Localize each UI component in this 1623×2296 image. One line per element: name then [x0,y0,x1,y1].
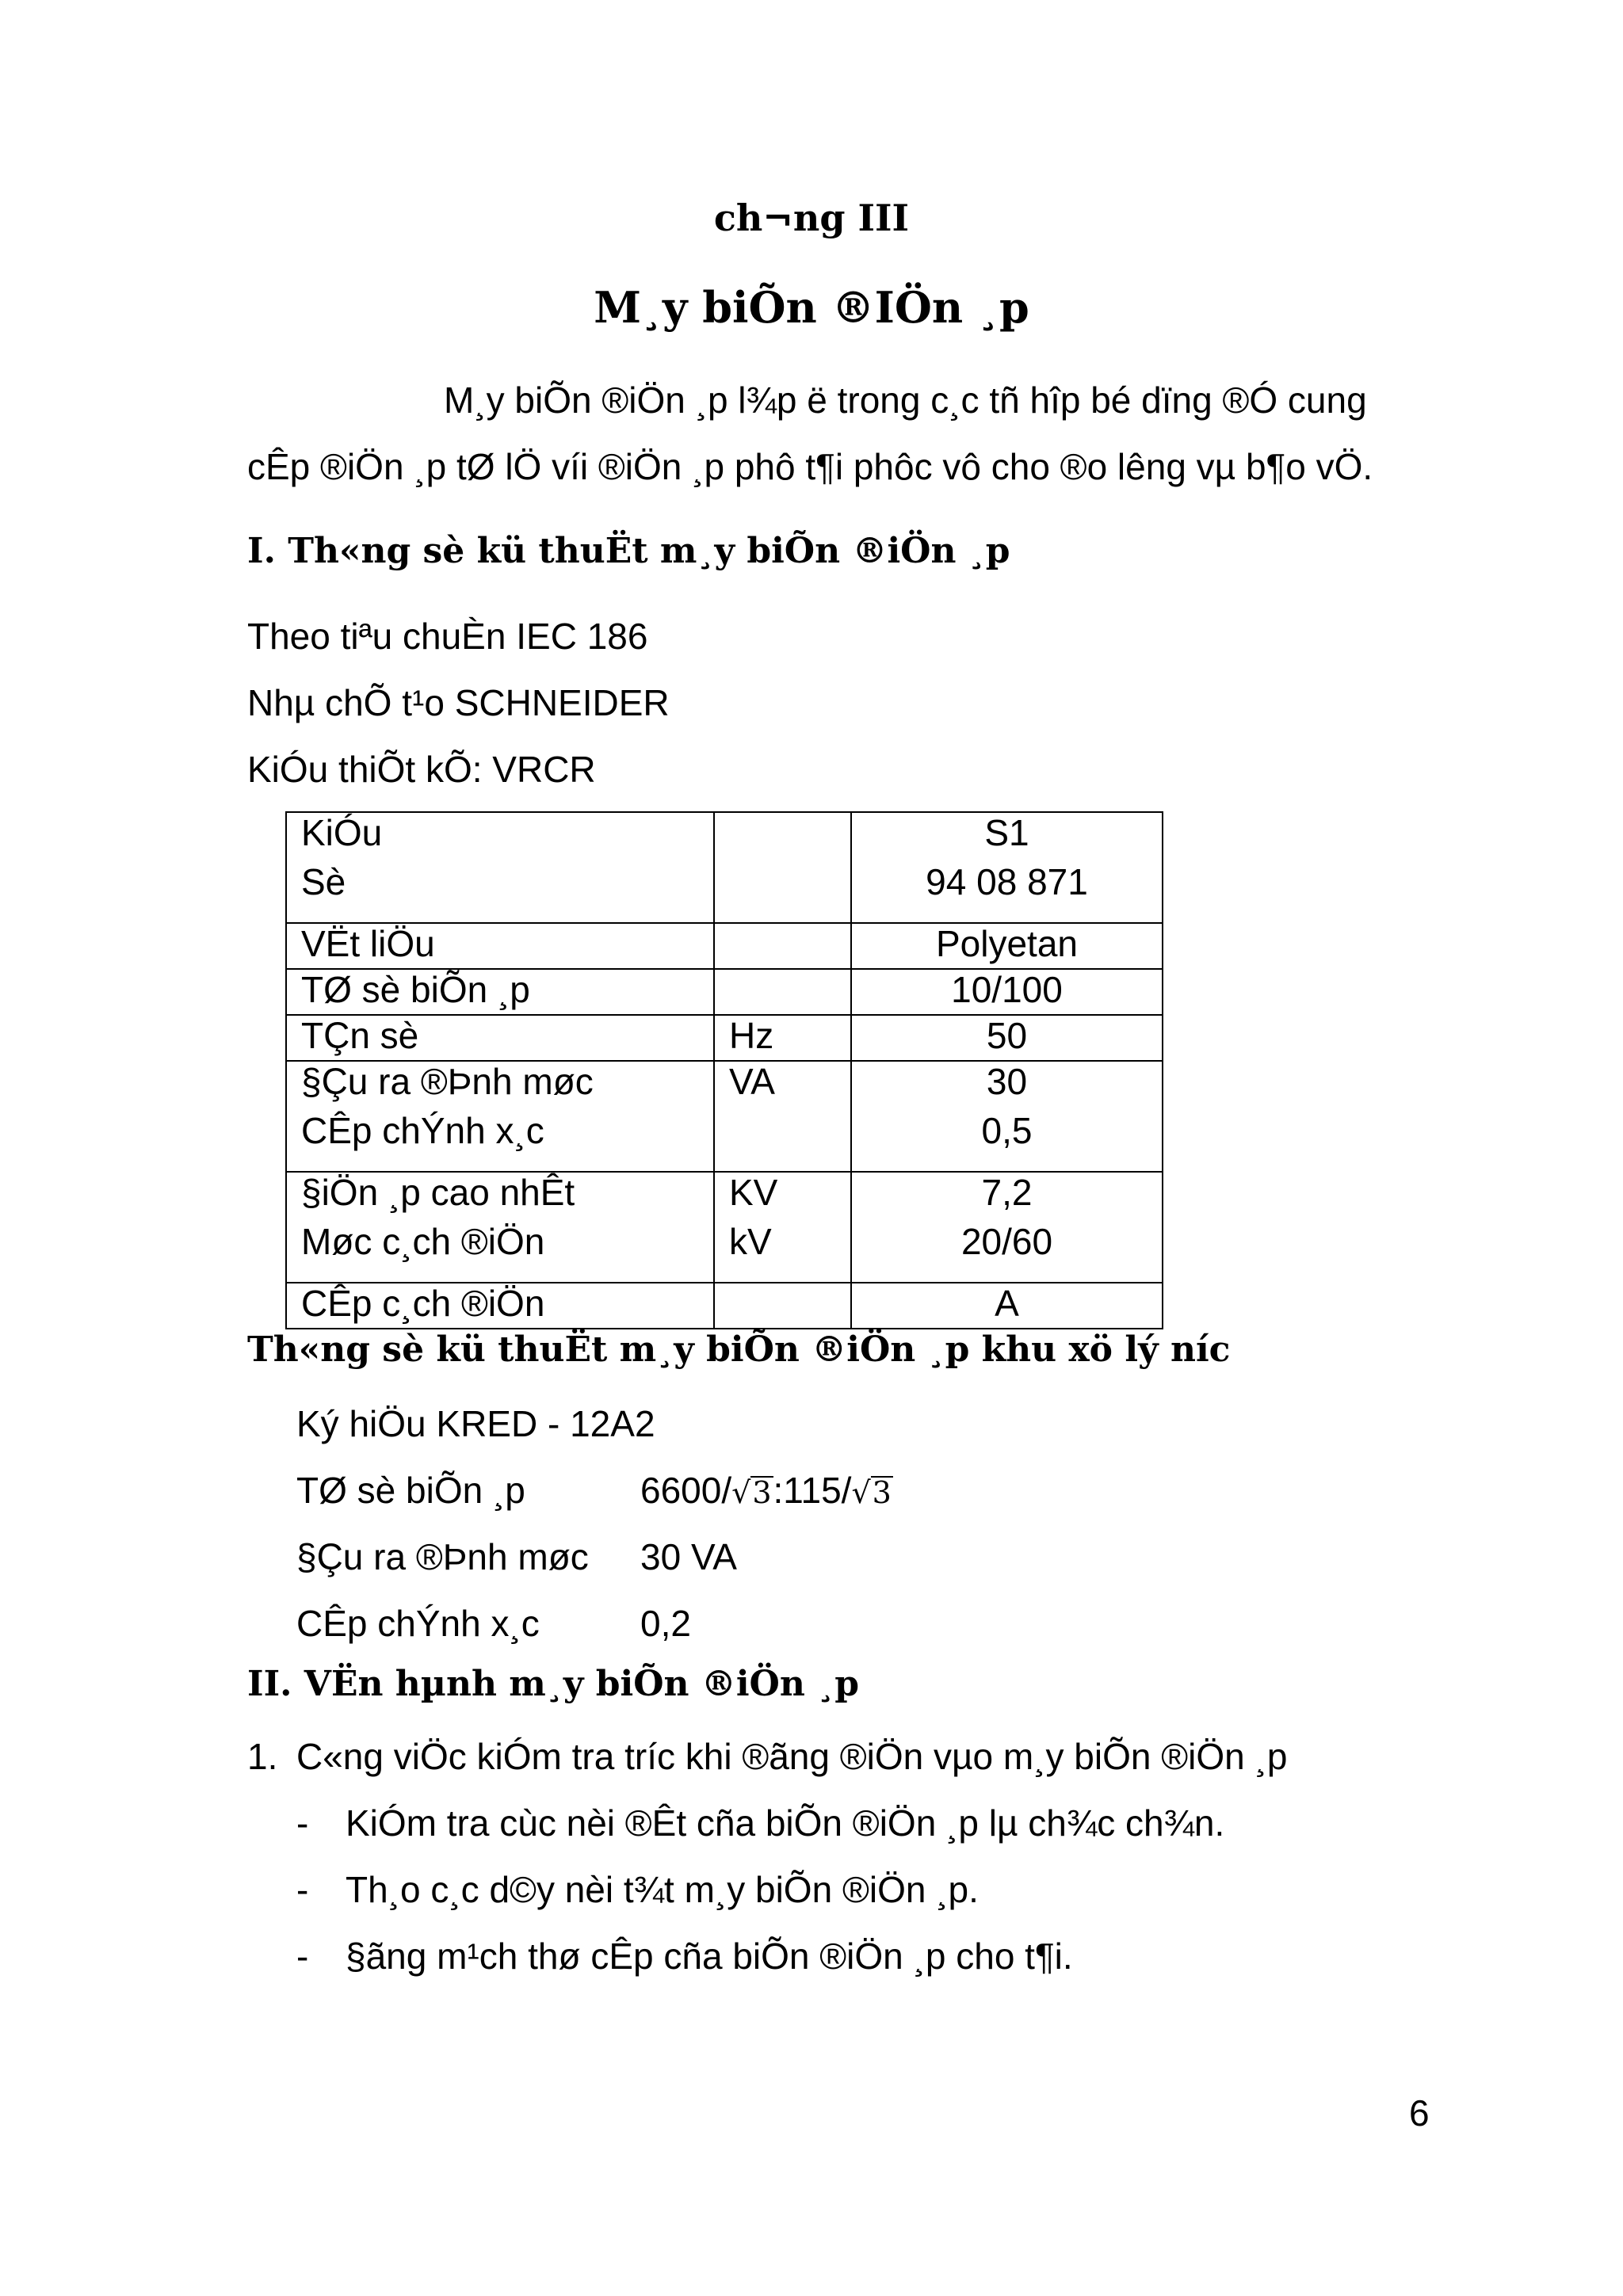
table-cell-label: §iÖn ¸p cao nhÊt [301,1172,575,1213]
table-cell-label: Sè [301,861,346,902]
table-cell-unit [714,923,851,969]
table-cell-unit [729,857,836,910]
bullet-dash: - [296,1802,309,1844]
table-cell-value: 0,5 [981,1110,1033,1151]
table-cell-value: S1 [984,812,1029,853]
standard-text: Theo tiªu chuÈn IEC 186 [247,616,648,657]
table-cell-label: Møc c¸ch ®iÖn [301,1221,545,1262]
table-cell-value: Polyetan [851,923,1163,969]
table-cell-unit: KV [729,1172,778,1213]
list-number: 1. [247,1736,278,1777]
table-row [286,923,1163,969]
param-value [640,1469,893,1512]
table-row [286,969,1163,1015]
model-text: Ký hiÖu KRED - 12A2 [296,1403,655,1444]
table-cell-unit: Hz [714,1015,851,1061]
table-cell-label: §Çu ra ®Þnh møc [301,1061,594,1102]
bullet-item: §ãng m¹ch thø cÊp cña biÕn ®iÖn ¸p cho t¶i. [346,1936,1073,1977]
param-value: 0,2 [640,1603,691,1644]
design-text: KiÓu thiÕt kÕ: VRCR [247,749,596,790]
ratio-secondary: :115/ [773,1470,852,1511]
section-1-heading: I. Th«ng sè kü thuËt m¸y biÕn ®iÖn ¸p [247,531,1010,571]
intro-line-1: M¸y biÕn ®iÖn ¸p l¾p ë trong c¸c tñ hîp bé dïng ®Ó cung [444,379,1367,421]
sqrt-icon: √3 [851,1475,892,1510]
table-cell-unit: kV [729,1221,772,1262]
intro-line-2: cÊp ®iÖn ¸p tØ lÖ víi ®iÖn ¸p phô t¶i phôc vô cho ®o lêng vµ b¶o vÖ. [247,446,1373,487]
param-value: 30 VA [640,1536,737,1577]
bullet-dash: - [296,1936,309,1977]
list-item-text: C«ng viÖc kiÓm tra tríc khi ®ãng ®iÖn vµo m¸y biÕn ®iÖn ¸p [296,1736,1288,1777]
table-cell-value: 94 08 871 [926,861,1088,902]
table-row [286,1172,1163,1283]
table-cell-unit: VA [729,1061,775,1102]
bullet-item: Th¸o c¸c d©y nèi t¾t m¸y biÕn ®iÖn ¸p. [346,1869,979,1910]
table-cell-label: CÊp chÝnh x¸c [301,1110,544,1151]
table-cell-label: TÇn sè [286,1015,714,1061]
bullet-dash: - [296,1869,309,1910]
page-number: 6 [1409,2092,1430,2134]
table-cell-value: 10/100 [851,969,1163,1015]
table-row [286,1015,1163,1061]
chapter-label: ch¬ng III [713,196,910,239]
table-cell-unit [714,1283,851,1329]
param-label: CÊp chÝnh x¸c [296,1603,540,1644]
table-cell-label: KiÓu [301,812,383,853]
table-cell-value: 30 [986,1061,1028,1102]
section-1b-heading: Th«ng sè kü thuËt m¸y biÕn ®iÖn ¸p khu xö lý níc [247,1329,1231,1370]
table-cell-value: 7,2 [981,1172,1033,1213]
table-cell-value: 20/60 [960,1221,1053,1262]
param-label: TØ sè biÕn ¸p [296,1470,525,1511]
page-title: M¸y biÕn ®IÖn ¸p [594,282,1029,333]
table-cell-label: VËt liÖu [286,923,714,969]
ratio-primary: 6600/ [640,1470,732,1511]
section-2-heading: II. VËn hµnh m¸y biÕn ®iÖn ¸p [247,1664,859,1704]
maker-text: Nhµ chÕ t¹o SCHNEIDER [247,682,670,723]
table-cell-unit [729,1106,836,1158]
table-cell-label: TØ sè biÕn ¸p [286,969,714,1015]
bullet-item: KiÓm tra cùc nèi ®Êt cña biÕn ®iÖn ¸p lµ ch¾c ch¾n. [346,1802,1225,1844]
table-cell-label: CÊp c¸ch ®iÖn [286,1283,714,1329]
sqrt-icon: √3 [731,1475,772,1510]
spec-table [285,811,1163,1329]
table-cell-value: A [851,1283,1163,1329]
table-cell-unit [729,813,836,857]
table-row [286,1061,1163,1172]
param-label: §Çu ra ®Þnh møc [296,1536,589,1577]
table-cell-unit [714,969,851,1015]
table-row [286,812,1163,923]
table-row [286,1283,1163,1329]
table-cell-value: 50 [851,1015,1163,1061]
